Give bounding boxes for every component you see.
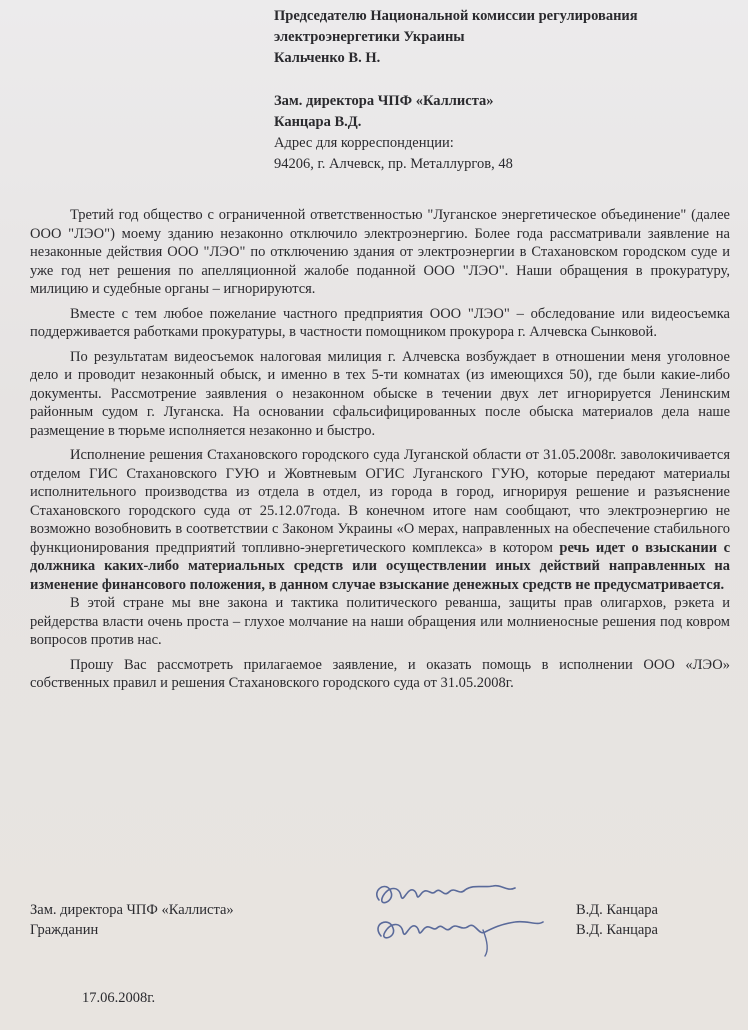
addressee-line-2: электроэнергетики Украины [274,29,465,45]
addressee-block [274,6,734,175]
paragraph-6: Прошу Вас рассмотреть прилагаемое заявление, и оказать помощь в исполнении ООО «ЛЭО» собственных правил и решения Стахановского городского суда от 31.05.2008г. [30,656,730,691]
addressee-name: Кальченко В. Н. [274,50,381,66]
paragraph-2: Вместе с тем любое пожелание частного предприятия ООО "ЛЭО" – обследование или видеосъемка поддерживается работками прокуратуры, в частности помощником прокурора г. Алчевска Сынковой. [30,305,730,340]
signatory-names [576,900,658,940]
handwritten-signature [365,872,555,962]
paragraph-4-text: Исполнение решения Стахановского городского суда Луганской области от 31.05.2008г. заволокичивается отделом ГИС Стахановского ГУЮ и Жовтневым ОГИС Луганского ГУЮ, которые передают материалы исполнительного производства из отдела в отдел, из города в город, игнорируя решение и разъяснение Стахановского городского суда от 25.12.07года. В конечном итоге нам сообщают, что электроэнергию не возможно возобновить в соответствии с Законом Украины «О мерах, направленных на обеспечение стабильного функционирования предприятий топливно-энергетического комплекса» в котором [30,447,730,556]
signatory-name-1: В.Д. Канцара [576,902,658,918]
addressee-line-1: Председателю Национальной комиссии регулирования [274,8,638,24]
address-label: Адрес для корреспонденции: [274,135,454,151]
signatory-block [30,900,234,940]
paragraph-1: Третий год общество с ограниченной ответственностью "Луганское энергетическое объединение" (далее ООО "ЛЭО") моему зданию незаконно отключило электроэнергию. Более года рассматривали заявление на незаконные действия ООО "ЛЭО" по отключению здания от электроэнергии в Стахановском городском суде и уже год нет решения по апелляционной жалобе поданной ООО "ЛЭО". Наши обращения в прокуратуру, милицию и судебные органы – игнорируются. [30,207,730,297]
paragraph-4-emphasis: речь идет о взыскании с должника каких-либо материальных средств или осуществлении иных действий направленных на изменение финансового положения, в данном случае взыскание денежных средств не предусматривается. [30,539,730,593]
sender-address: 94206, г. Алчевск, пр. Металлургов, 48 [274,156,513,172]
signatory-title: Зам. директора ЧПФ «Каллиста» [30,902,234,918]
signatory-status: Гражданин [30,922,99,938]
sender-block [274,91,734,175]
sender-title: Зам. директора ЧПФ «Каллиста» [274,93,494,109]
paragraph-3: По результатам видеосъемок налоговая милиция г. Алчевска возбуждает в отношении меня уголовное дело и проводит незаконный обыск, и именно в тех 5-ти комнатах (из имеющихся 50), где были какие-либо документы. Рассмотрение заявления о незаконном обыске в течении двух лет игнорируется Ленинским районным судом г. Луганска. На основании сфальсифицированных после обыска материалов дела наше размещение в тюрьме исполняется незаконно и быстро. [30,348,730,439]
signatory-name-2: В.Д. Канцара [576,922,658,938]
sender-name: Канцара В.Д. [274,114,362,130]
letter-body [30,206,730,699]
paragraph-4 [30,446,730,594]
letter-date: 17.06.2008г. [82,990,156,1006]
paragraph-5: В этой стране мы вне закона и тактика политического реванша, защиты прав олигархов, рэкета и рейдерства власти очень проста – глухое молчание на наши обращения или молниеносные решения под ковром вопросов против нас. [30,595,730,648]
